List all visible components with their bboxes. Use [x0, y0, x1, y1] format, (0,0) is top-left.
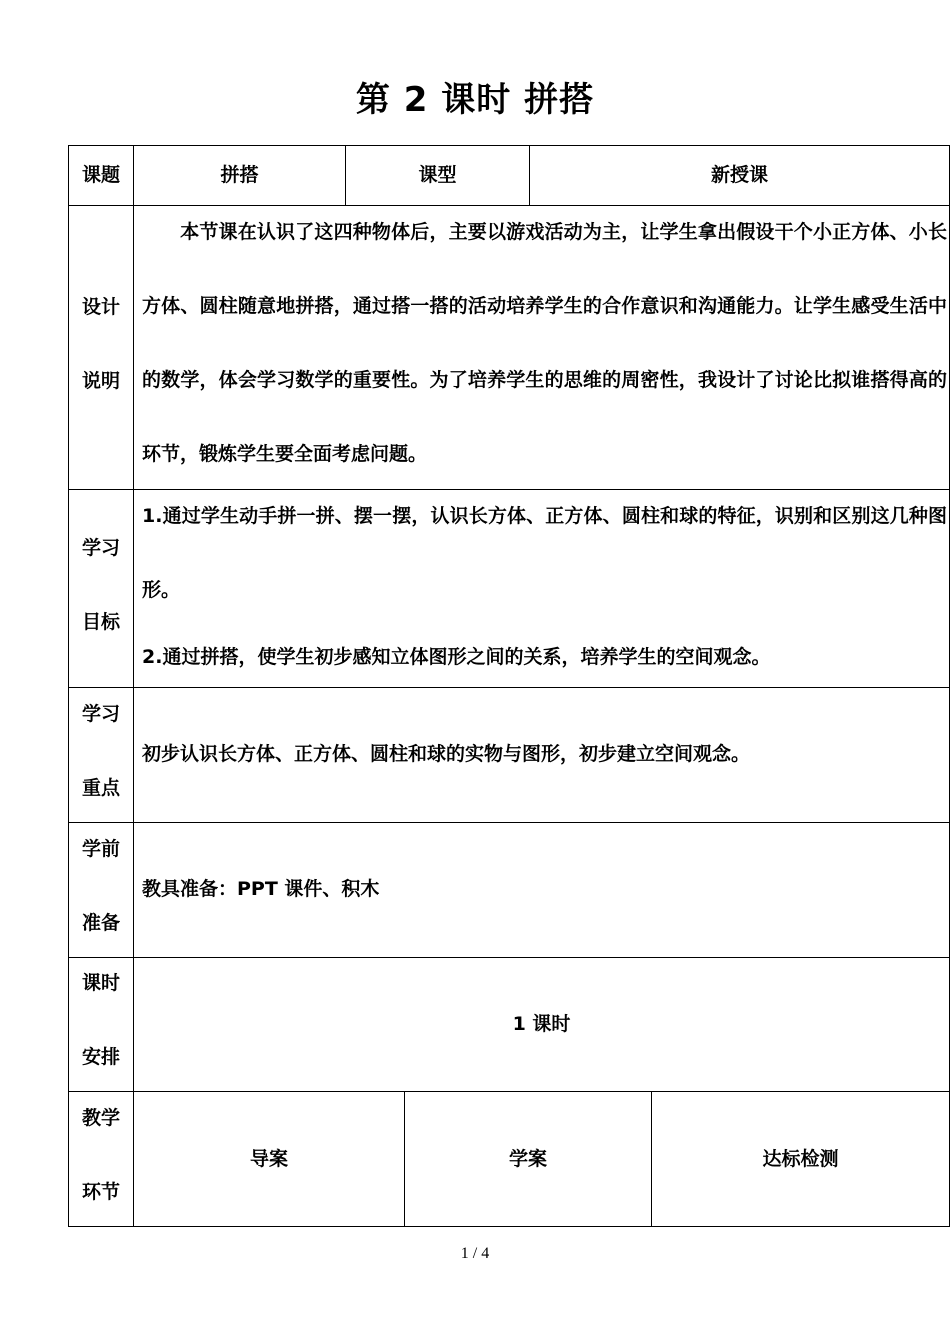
- stage-guide: 导案: [249, 1148, 288, 1170]
- schedule-text: 1 课时: [512, 1013, 571, 1035]
- schedule-label-line2: 安排: [81, 1046, 120, 1068]
- goals-item-1: 1.通过学生动手拼一拼、摆一摆，认识长方体、正方体、圆柱和球的特征，识别和区别这几种图形。: [142, 505, 947, 601]
- design-label-line2: 说明: [81, 370, 120, 392]
- schedule-label: [68, 946, 134, 1094]
- page-number: 1 / 4: [460, 1245, 490, 1262]
- design-label: [68, 270, 134, 418]
- focus-label-line1: 学习: [81, 703, 120, 725]
- design-label-line1: 设计: [81, 296, 120, 318]
- type-value: 新授课: [710, 164, 768, 186]
- prep-label-line2: 准备: [81, 912, 120, 934]
- prep-label-line1: 学前: [81, 838, 120, 860]
- focus-text: 初步认识长方体、正方体、圆柱和球的实物与图形，初步建立空间观念。: [142, 743, 751, 765]
- type-label: 课型: [418, 164, 457, 186]
- prep-text: 教具准备：PPT 课件、积木: [142, 878, 380, 900]
- topic-label: 课题: [81, 164, 120, 186]
- stage-study: 学案: [508, 1148, 547, 1170]
- schedule-label-line1: 课时: [81, 972, 120, 994]
- page-title: 第 2 课时 拼搭: [355, 80, 595, 120]
- focus-label-line2: 重点: [81, 777, 120, 799]
- prep-label: [68, 812, 134, 960]
- focus-label: [68, 677, 134, 825]
- design-text: [142, 195, 947, 491]
- goals-label-line1: 学习: [81, 537, 120, 559]
- design-text-content: 本节课在认识了这四种物体后，主要以游戏活动为主，让学生拿出假设干个小正方体、小长方体、圆柱随意地拼搭，通过搭一搭的活动培养学生的合作意识和沟通能力。让学生感受生活中的数学，体会学习数学的重要性。为了培养学生的思维的周密性，我设计了讨论比拟谁搭得高的环节，锻炼学生要全面考虑问题。: [142, 221, 947, 465]
- stages-label: [68, 1081, 134, 1229]
- goals-label: [68, 511, 134, 659]
- goals-item-2: 2.通过拼搭，使学生初步感知立体图形之间的关系，培养学生的空间观念。: [142, 646, 771, 668]
- stages-label-line2: 环节: [81, 1181, 120, 1203]
- stages-label-line1: 教学: [81, 1107, 120, 1129]
- goals-label-line2: 目标: [81, 611, 120, 633]
- topic-value: 拼搭: [220, 164, 259, 186]
- stage-test: 达标检测: [762, 1148, 839, 1170]
